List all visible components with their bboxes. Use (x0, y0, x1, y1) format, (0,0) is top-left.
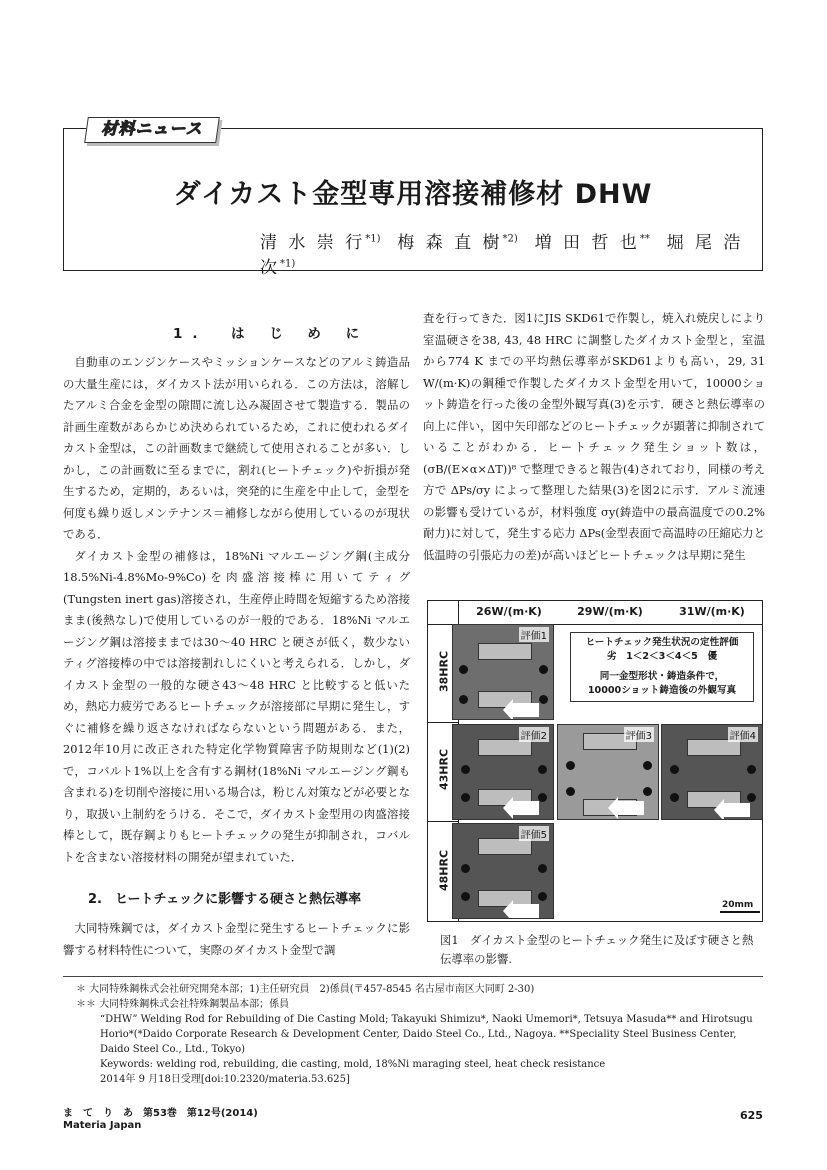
intro-body (63, 352, 410, 868)
page-number: 625 (740, 1109, 763, 1122)
paragraph: 大同特殊鋼では，ダイカスト金型に発生するヒートチェックに影響する材料特性について，実際のダイカスト金型で調 (63, 921, 410, 957)
figure-legend (570, 632, 754, 702)
author-name: 清 水 崇 行 (260, 233, 366, 253)
paragraph: ダイカスト金型の補修は，18%Ni マルエージング鋼(主成分18.5%Ni-4.8%Mo-9%Co)を肉盛溶接棒に用いてティグ(Tungsten inert gas)溶接され，生産停止時間を短縮するため溶接まま(後熱なし)で使用しているのが一般的である．18%Ni マルエージング鋼は溶接ままでは30～40 HRC と硬さが低く，数少ないティグ溶接棒の中では溶接割れしにくいと考えられる．しかし，ダイカスト金型の一般的な硬さ43～48 HRC と比較すると低いため，熱応力疲労であるヒートチェックが溶接部に早期に発生し，すぐに補修を繰り返さなければならないという問題がある．また，2012年10月に改正された特定化学物質障害予防規則など(1)(2)で，コバルト1%以上を含有する鋼材(18%Ni マルエージング鋼も含まれる)を切削や溶接に用いる場合は，粉じん対策などが必要となり，取扱い上制約をうける．そこで，ダイカスト金型用の肉盛溶接棒として，既存鋼よりもヒートチェックの発生が抑制され，コバルトを含まない溶接材料の開発が望まれていた． (63, 548, 410, 864)
author-mark: *2) (502, 233, 518, 245)
article-title: ダイカスト金型専用溶接補修材 DHW (173, 179, 653, 210)
author-name: 増 田 哲 也 (534, 233, 640, 253)
evaluation-label: 評価4 (728, 727, 758, 742)
row-label: 38HRC (437, 650, 451, 693)
footnote-rule (63, 976, 763, 977)
mold-photo (557, 724, 659, 820)
row-divider (427, 821, 459, 822)
row-divider (427, 722, 459, 723)
row-label: 48HRC (437, 849, 451, 892)
author-mark: *1) (365, 233, 381, 245)
legend-line: 同一金型形状・鋳造条件で， (599, 671, 725, 682)
caption-label: 図1 (440, 933, 459, 947)
column-header: 31W/(m·K) (679, 605, 745, 618)
figure-caption (440, 931, 760, 969)
row-label: 43HRC (437, 748, 451, 791)
journal-issue: ま て り あ 第53巻 第12号(2014) (63, 1108, 258, 1119)
section-heading-hardness: 2. ヒートチェックに影響する硬さと熱伝導率 (88, 892, 362, 907)
journal-info (63, 1108, 258, 1132)
author-mark: *1) (280, 258, 296, 270)
footnote-english-title: “DHW” Welding Rod for Rebuilding of Die Casting Mold; Takayuki Shimizu*, Naoki Umemori*, Tetsuya Masuda** and Hirotsugu Horio*(*Daido Corporate Research & Development Center, Daido Steel Co., Ltd., Nagoya. **Speciality Steel Business Center, Daido Steel Co., Ltd., Tokyo) (100, 1014, 753, 1055)
footnote-keywords: Keywords: welding rod, rebuilding, die casting, mold, 18%Ni maraging steel, heat check resistance (100, 1059, 606, 1070)
footnote-received: 2014年 9 月18日受理[doi:10.2320/materia.53.625] (100, 1074, 350, 1085)
mold-photo (452, 624, 554, 720)
section-heading-intro: 1. は じ め に (173, 326, 370, 342)
author-list (260, 228, 760, 278)
section2-body (63, 918, 410, 961)
evaluation-label: 評価5 (519, 826, 549, 841)
mold-photo (452, 823, 554, 919)
mold-photo (452, 724, 554, 820)
scale-label: 20mm (722, 900, 754, 910)
column-header: 29W/(m·K) (577, 605, 643, 618)
author-mark: ** (639, 233, 650, 245)
right-column-body (423, 308, 765, 566)
evaluation-label: 評価2 (519, 727, 549, 742)
caption-text: ダイカスト金型のヒートチェック発生に及ぼす硬さと熱伝導率の影響. (440, 933, 754, 966)
news-badge-label: 材料ニュース (101, 119, 203, 138)
journal-name: Materia Japan (63, 1120, 142, 1131)
evaluation-label: 評価1 (519, 627, 549, 642)
legend-line: 劣 1＜2＜3＜4＜5 優 (606, 651, 718, 662)
mold-photo (661, 724, 763, 820)
legend-line: 10000ショット鋳造後の外観写真 (587, 685, 737, 696)
footnote-affiliation: ＊＊ 大同特殊鋼株式会社特殊鋼製品本部；係員 (76, 999, 290, 1010)
paragraph: 査を行ってきた．図1にJIS SKD61で作製し，焼入れ焼戻しにより室温硬さを38, 43, 48 HRC に調整したダイカスト金型と，室温から774 K までの平均熱伝導率がSKD61よりも高い，29, 31 W/(m·K)の鋼種で作製したダイカスト金型を用いて，10000ショット鋳造を行った後の金型外観写真(3)を示す．硬さと熱伝導率の向上に伴い，図中矢印部などのヒートチェックが顕著に抑制されていることがわかる．ヒートチェック発生ショット数は，(σB/(E×α×ΔT))⁸ で整理できると報告(4)されており，同様の考え方で ΔPs/σy によって整理した結果(3)を図2に示す．アルミ流速の影響も受けているが，材料強度 σy(鋳造中の最高温度での0.2%耐力)に対して，発生する応力 ΔPs(金型表面で高温時の圧縮応力と低温時の引張応力の差)が高いほどヒートチェックは早期に発生 (423, 311, 765, 562)
evaluation-label: 評価3 (624, 727, 654, 742)
footnote-affiliation: ＊ 大同特殊鋼株式会社研究開発本部；1)主任研究員 2)係員(〒457-8545 名古屋市南区大同町 2-30) (76, 984, 535, 995)
paragraph: 自動車のエンジンケースやミッションケースなどのアルミ鋳造品の大量生産には，ダイカスト法が用いられる．この方法は，溶解したアルミ合金を金型の隙間に流し込み凝固させて製造する．製品の計画生産数があらかじめ決められているため，これに使われるダイカスト金型は，この計画数まで継続して使用されることが多い．しかし，この計画数に至るまでに，割れ(ヒートチェック)や折損が発生するため，定期的，あるいは，突発的に生産を中止して，金型を何度も繰り返しメンテナンス＝補修しながら使用しているのが現状である． (63, 355, 410, 541)
footnotes (76, 982, 766, 1087)
column-header: 26W/(m·K) (476, 605, 542, 618)
scale-bar (720, 911, 760, 913)
author-name: 梅 森 直 樹 (397, 233, 503, 253)
legend-line: ヒートチェック発生状況の定性評価 (585, 637, 739, 648)
author-name: 堀 尾 浩 次 (260, 233, 744, 278)
